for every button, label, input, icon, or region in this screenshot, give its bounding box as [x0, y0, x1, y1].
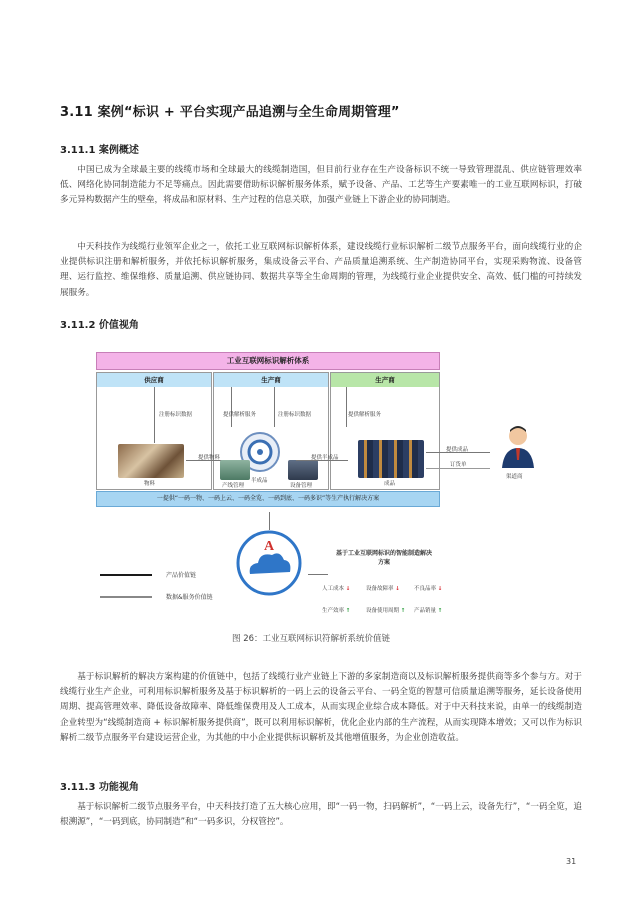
section-heading: 3.11 案例“标识 + 平台实现产品追溯与全生命周期管理” [60, 105, 400, 120]
page-number: 31 [566, 857, 577, 866]
material-image [118, 444, 184, 478]
svg-text:A: A [263, 539, 275, 554]
label-device-mgmt: 设备管理 [290, 483, 313, 489]
figure-caption: 图 26：工业互联网标识符解析系统价值链 [232, 634, 391, 644]
paragraph-overview-2: 中天科技作为线缆行业领军企业之一，依托工业互联网标识解析体系，建设线缆行业标识解析二级节点服务平台，面向线缆行业的企业提供标识注册和解析服务，并依托标识解析服务，集成设备云平台、产品质量追溯系统、生产制造协同平台，实现采购物流、设备管理、运行监控、维保维修、质量追溯、供应链协同、数据共享等全生命周期的管理，为线缆行业企业提供安全、高效、低门槛的可持续发展服务。 [60, 242, 582, 298]
solution-item-defect-rate: 不良品率 ↓ [414, 586, 443, 592]
subsection-title-function: 3.11.3 功能视角 [60, 782, 139, 793]
solution-bar: 一提供“一码一物、一码上云、一码全览、一码到底、一码多识”等生产执行解决方案 [96, 491, 440, 507]
column-head-producer-2: 生产商 [331, 373, 439, 387]
label-semi: 半成品 [251, 478, 268, 484]
legend-data-label: 数据&服务价值链 [166, 594, 213, 601]
label-provide-parse: 提供解析服务 [348, 412, 382, 418]
label-register-1: 注册标识数据 [159, 412, 193, 418]
device-image [288, 460, 318, 480]
solution-item-labor-cost: 人工成本 ↓ [322, 586, 351, 592]
arrow-register-2 [274, 387, 275, 427]
arrow-register-1 [154, 387, 155, 443]
value-chain-diagram [96, 352, 523, 632]
paragraph-overview-1: 中国已成为全球最主要的线缆市场和全球最大的线缆制造国，但目前行业存在生产设备标识不统一导致管理混乱、供应链管理效率低、网络化协同制造能力不足等痛点。因此需要借助标识解析服务体系，赋予设备、产品、工艺等生产要素唯一的工业互联网标识，打破多元异构数据产生的壁垒，将成品和原材料、生产过程的信息关联，加强产业链上下游企业的协同制造。 [60, 165, 582, 206]
label-finished: 成品 [384, 481, 396, 487]
solution-item-sales: 产品销量 ↑ [414, 608, 443, 614]
arrow-provide-service [231, 387, 232, 427]
production-line-image [220, 460, 250, 480]
solution-item-efficiency: 生产效率 ↑ [322, 608, 351, 614]
arrow-cloud-up [269, 512, 270, 530]
label-material: 物料 [144, 481, 156, 487]
label-provide-material: 提供物料 [198, 455, 221, 461]
label-dealer: 渠道商 [506, 474, 523, 480]
label-register-2: 注册标识数据 [278, 412, 312, 418]
legend-product-label: 产品价值链 [166, 572, 197, 579]
column-head-supplier: 供应商 [97, 373, 211, 387]
legend-product-line [100, 574, 152, 576]
arrow-provide-parse [346, 387, 347, 427]
dealer-avatar-icon [500, 424, 536, 468]
solution-item-lifecycle: 设备使用周期 ↑ [366, 608, 406, 614]
label-cloud: 云平台 [262, 586, 279, 592]
label-provide-finished: 提供成品 [446, 447, 469, 453]
subsection-title-overview: 3.11.1 案例概述 [60, 145, 139, 156]
solution-item-failure-rate: 设备故障率 ↓ [366, 586, 400, 592]
subsection-title-value: 3.11.2 价值视角 [60, 320, 139, 331]
finished-image [358, 440, 424, 478]
paragraph-value: 基于标识解析的解决方案构建的价值链中，包括了线缆行业产业链上下游的多家制造商以及标识解析服务提供商等多个参与方。对于线缆行业生产企业，可利用标识解析服务及基于标识解析的一码上云的设备云平台、一码全览的智慧可信质量追溯等服务，延长设备使用周期、提高管理效率、降低设备故障率、降低维保费用及人工成本，从而实现企业综合成本降低。对于中天科技来说，由单一的线缆制造企业转型为“线缆制造商 + 标识解析服务提供商”，既可以利用标识解析，优化企业内部的生产流程，从而实现降本增效；又可以作为标识解析二级节点服务平台建设运营企业，为其他的中小企业提供标识解析及其他增值服务，为企业创造收益。 [60, 672, 582, 743]
label-provide-semi: 提供半成品 [311, 455, 339, 461]
arrow-order [426, 468, 490, 469]
legend-data-line [100, 596, 152, 598]
column-head-producer: 生产商 [214, 373, 328, 387]
diagram-title-bar: 工业互联网标识解析体系 [96, 352, 440, 370]
label-product-mgmt: 产线管理 [222, 483, 245, 489]
label-provide-service: 提供解析服务 [223, 412, 257, 418]
paragraph-function: 基于标识解析二级节点服务平台，中天科技打造了五大核心应用，即“一码一物，扫码解析”，“一码上云，设备先行”，“一码全览，追根溯源”，“一码到底，协同制造”和“一码多识，分权管控”。 [60, 802, 582, 828]
solution-title: 基于工业互联网标识的智能制造解决方案 [335, 550, 432, 566]
label-order: 订货单 [450, 462, 467, 468]
arrow-to-solution [308, 574, 328, 575]
